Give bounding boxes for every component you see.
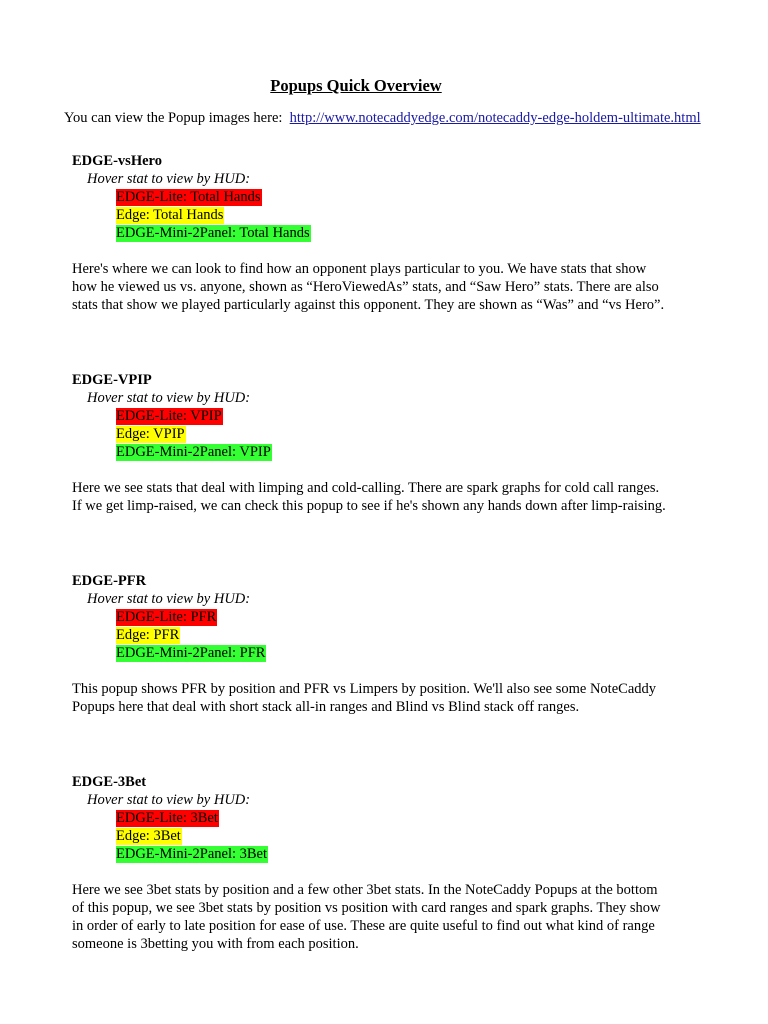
page-title: Popups Quick Overview bbox=[270, 76, 442, 95]
desc-line: This popup shows PFR by position and PFR vs Limpers by position. We'll also see some NoteCaddy bbox=[72, 681, 657, 697]
hover-note: Hover stat to view by HUD: bbox=[87, 390, 251, 406]
hover-note: Hover stat to view by HUD: bbox=[87, 591, 251, 607]
hud-lite-label: EDGE-Lite: 3Bet bbox=[116, 810, 218, 826]
section-edge-vshero bbox=[72, 152, 712, 314]
section-edge-vpip bbox=[72, 371, 712, 515]
hud-edge-label: Edge: Total Hands bbox=[116, 207, 224, 223]
desc-line: how he viewed us vs. anyone, shown as “HeroViewedAs” stats, and “Saw Hero” stats. There are also bbox=[72, 279, 659, 295]
desc-line: of this popup, we see 3bet stats by position vs position with card ranges and spark graphs. They show bbox=[72, 900, 661, 916]
section-heading: EDGE-VPIP bbox=[72, 372, 152, 388]
hud-list bbox=[72, 809, 712, 863]
desc-line: stats that show we played particularly against this opponent. They are shown as “Was” and “vs Hero”. bbox=[72, 297, 665, 313]
desc-line: Here's where we can look to find how an opponent plays particular to you. We have stats that show bbox=[72, 261, 647, 277]
desc-line: If we get limp-raised, we can check this popup to see if he's shown any hands down after limp-raising. bbox=[72, 498, 666, 514]
desc-line: in order of early to late position for ease of use. These are quite useful to find out what kind of range bbox=[72, 918, 655, 934]
hover-note: Hover stat to view by HUD: bbox=[87, 792, 251, 808]
section-description bbox=[72, 680, 702, 716]
section-heading: EDGE-3Bet bbox=[72, 774, 147, 790]
desc-line: someone is 3betting you with from each position. bbox=[72, 936, 359, 952]
hud-lite-label: EDGE-Lite: VPIP bbox=[116, 408, 222, 424]
hud-list bbox=[72, 608, 712, 662]
section-edge-3bet bbox=[72, 773, 712, 953]
hud-mini-label: EDGE-Mini-2Panel: 3Bet bbox=[116, 846, 268, 862]
intro-paragraph bbox=[64, 109, 701, 127]
section-edge-pfr bbox=[72, 572, 712, 716]
hud-edge-label: Edge: PFR bbox=[116, 627, 180, 643]
hud-edge-label: Edge: VPIP bbox=[116, 426, 185, 442]
popup-images-link[interactable]: http://www.notecaddyedge.com/notecaddy-edge-holdem-ultimate.html bbox=[289, 110, 701, 126]
desc-line: Here we see 3bet stats by position and a few other 3bet stats. In the NoteCaddy Popups at the bottom bbox=[72, 882, 658, 898]
hud-lite-label: EDGE-Lite: PFR bbox=[116, 609, 217, 625]
desc-line: Here we see stats that deal with limping and cold-calling. There are spark graphs for cold call ranges. bbox=[72, 480, 660, 496]
hud-list bbox=[72, 407, 712, 461]
hud-edge-label: Edge: 3Bet bbox=[116, 828, 181, 844]
hud-lite-label: EDGE-Lite: Total Hands bbox=[116, 189, 261, 205]
hud-mini-label: EDGE-Mini-2Panel: PFR bbox=[116, 645, 266, 661]
hover-note: Hover stat to view by HUD: bbox=[87, 171, 251, 187]
hud-mini-label: EDGE-Mini-2Panel: VPIP bbox=[116, 444, 271, 460]
section-description bbox=[72, 479, 702, 515]
desc-line: Popups here that deal with short stack all-in ranges and Blind vs Blind stack off ranges. bbox=[72, 699, 580, 715]
hud-list bbox=[72, 188, 712, 242]
section-description bbox=[72, 260, 702, 314]
section-heading: EDGE-vsHero bbox=[72, 153, 162, 169]
hud-mini-label: EDGE-Mini-2Panel: Total Hands bbox=[116, 225, 310, 241]
section-description bbox=[72, 881, 702, 953]
intro-text: You can view the Popup images here: bbox=[64, 110, 283, 126]
section-heading: EDGE-PFR bbox=[72, 573, 147, 589]
